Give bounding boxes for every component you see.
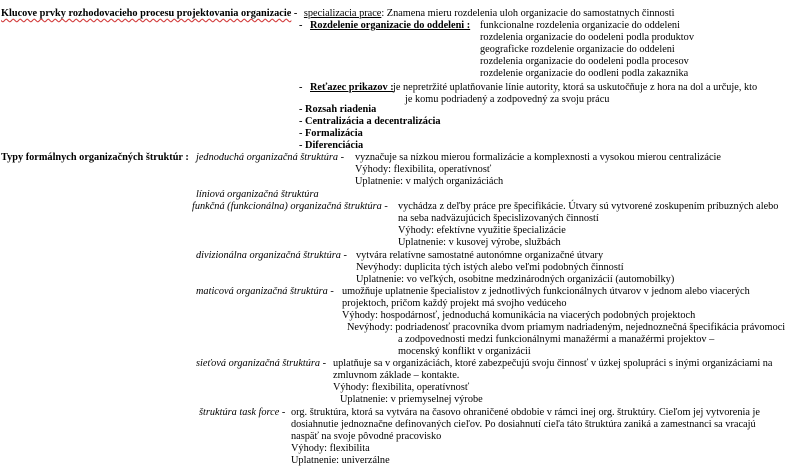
- funkcna-vyhody: Výhody: efektívne využitie špecializácie: [398, 225, 566, 236]
- bullet-item: - Formalizácia: [299, 128, 363, 139]
- rozdelenie-line: funkcionalne rozdelenia organizacie do oddeleni: [480, 20, 680, 31]
- retazec-text-cont: je komu podriadený a zodpovedný za svoju prácu: [405, 94, 610, 105]
- rozdelenie-line: rozdelenia organizacie do oodeleni podla procesov: [480, 56, 689, 67]
- bullet-item: - Rozsah riadenia: [299, 104, 377, 115]
- taskforce-vyhody: Výhody: flexibilita: [291, 443, 370, 454]
- retazec-dash: -: [299, 82, 303, 93]
- taskforce-desc-cont: dosiahnutie jednoznačne definovaných cieľov. Po dosiahnutí cieľa táto štruktúra zaniká a zamestnanci sa vracajú: [291, 419, 756, 430]
- jednoducha-uplatnenie: Uplatnenie: v malých organizáciách: [355, 176, 504, 187]
- divizionalna-name: divizionálna organizačná štruktúra -: [196, 250, 347, 261]
- divizionalna-uplatnenie: Uplatnenie: vo veľkých, osobitne medzinárodných organizácií (automobilky): [356, 274, 675, 285]
- funkcna-desc: vychádza z deľby práce pre špecifikácie. Útvary sú vytvorené zoskupením príbuzných alebo: [398, 201, 779, 212]
- specializacia-text: : Znamena mieru rozdelenia uloh organizacie do samostatnych činnosti: [381, 8, 675, 19]
- funkcna-desc-cont: na seba nadväzujúcich špecislizovaných činností: [398, 213, 599, 224]
- heading-title: Klucove prvky rozhodovacieho procesu projektovania organizacie: [1, 8, 292, 19]
- sietova-uplatnenie: Uplatnenie: v priemyselnej výrobe: [340, 394, 483, 405]
- rozdelenie-label: Rozdelenie organizacie do oddeleni :: [310, 20, 471, 31]
- maticova-nevyhody: Nevýhody: podriadenosť pracovníka dvom priamym nadriadeným, nejednoznečná špecifikácia právomoci: [347, 322, 786, 333]
- divizionalna-desc: vytvára relatívne samostatné autonómne organizačné útvary: [356, 250, 604, 261]
- maticova-nevyhody-cont: mocenský konflikt v organizácii: [398, 346, 531, 357]
- maticova-vyhody: Výhody: hospodárnosť, jednoduchá komunikácia na viacerých podobných projektoch: [342, 310, 696, 321]
- rozdelenie-line: rozdelenie organizacie do oodleni podla zakaznika: [480, 68, 689, 79]
- jednoducha-vyhody: Výhody: flexibilita, operatívnosť: [355, 164, 492, 175]
- maticova-desc: umožňuje uplatnenie špecialistov z jednotlivých funkcionálnych útvarov v jednom alebo viacerých: [342, 286, 750, 297]
- taskforce-desc-cont: naspäť na svoje pôvodné pracovisko: [291, 431, 442, 442]
- sietova-vyhody: Výhody: flexibilita, operatívnosť: [333, 382, 470, 393]
- sietova-name: sieťová organizačná štruktúra -: [196, 358, 327, 369]
- bullet-item: - Centralizácia a decentralizácia: [299, 116, 441, 127]
- jednoducha-desc: vyznačuje sa nízkou mierou formalizácie a komplexnosti a vysokou mierou centralizácie: [355, 152, 721, 163]
- taskforce-desc: org. štruktúra, ktorá sa vytvára na časovo ohraničené obdobie v rámci inej org. štruktúry. Cieľom jej vytvorenia je: [291, 407, 760, 418]
- maticova-desc-cont: projektoch, pričom každý projekt má svojho vedúceho: [342, 298, 567, 309]
- jednoducha-name: jednoduchá organizačná štruktúra -: [196, 152, 345, 163]
- rozdelenie-line: geograficke rozdelenie organizacie do oddeleni: [480, 44, 675, 55]
- sietova-desc-cont: zmluvnom základe – kontakte.: [333, 370, 460, 381]
- document-heading-line: [1, 8, 675, 20]
- divizionalna-nevyhody: Nevýhody: duplicita tých istých alebo veľmi podobných činností: [356, 262, 624, 273]
- retazec-label: Reťazec prikazov :: [310, 82, 394, 93]
- heading-separator: -: [291, 8, 298, 19]
- bullet-item: - Diferenciácia: [299, 140, 364, 151]
- specializacia-label: specializacia prace: [303, 8, 382, 19]
- taskforce-uplatnenie: Uplatnenie: univerzálne: [291, 455, 390, 466]
- taskforce-name: štruktúra task force -: [199, 407, 286, 418]
- liniova-name: líniová organizačná štruktúra: [196, 189, 319, 200]
- sietova-desc: uplatňuje sa v organizáciách, ktoré zabezpečujú svoju činnosť v úzkej spolupráci s inými organizáciami na: [333, 358, 773, 369]
- funkcna-name: funkčná (funkcionálna) organizačná štruktúra -: [192, 201, 388, 212]
- typy-heading: Typy formálnych organizačných štruktúr :: [1, 152, 189, 163]
- retazec-text: je nepretržité uplatňovanie línie autority, ktorá sa uskutočňuje z hora na dol a určuje, kto: [393, 82, 758, 93]
- funkcna-uplatnenie: Uplatnenie: v kusovej výrobe, službách: [398, 237, 561, 248]
- rozdelenie-line: rozdelenia organizacie do oodeleni podla produktov: [480, 32, 694, 43]
- rozdelenie-dash: -: [299, 20, 303, 31]
- maticova-name: maticová organizačná štruktúra -: [196, 286, 334, 297]
- maticova-nevyhody-cont: a zodpovednosti medzi funkcionálnymi manažérmi a manažérmi projektov –: [398, 334, 715, 345]
